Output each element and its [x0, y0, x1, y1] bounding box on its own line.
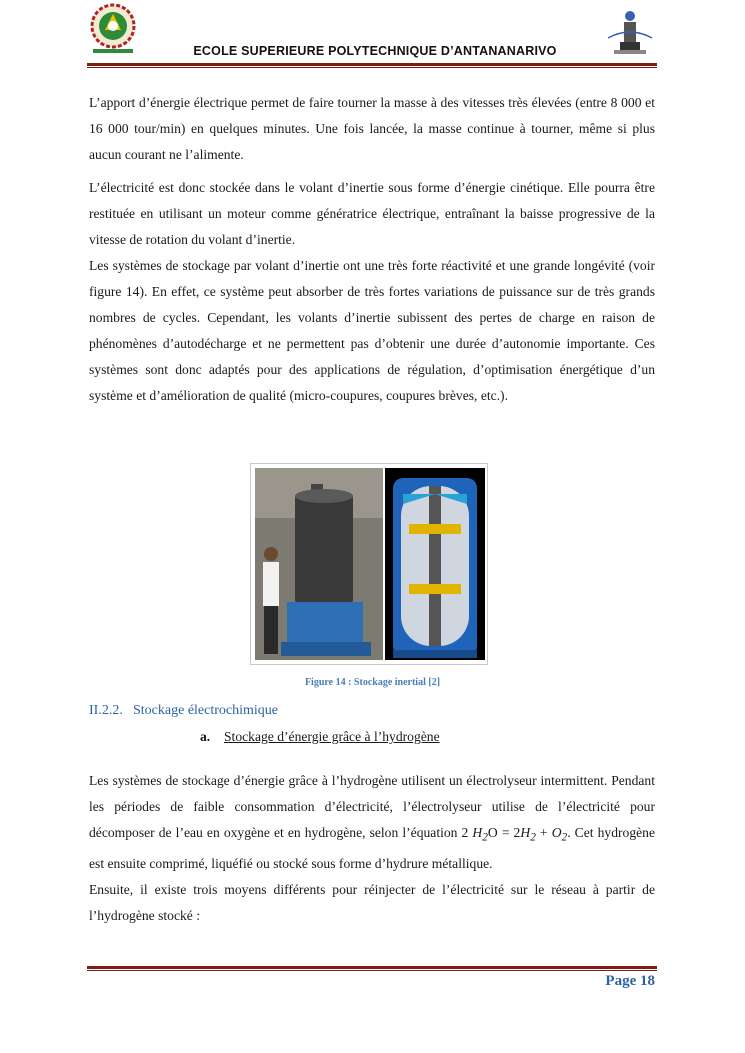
footer-rule-thin — [87, 970, 657, 971]
institution-title: ECOLE SUPERIEURE POLYTECHNIQUE D’ANTANANARIVO — [193, 44, 557, 58]
school-gear-logo-icon — [87, 2, 139, 56]
section-heading — [89, 703, 278, 719]
paragraph: Les systèmes de stockage par volant d’inertie ont une très forte réactivité et une grande longévité (voir figure 14). En effet, ce système peut absorber de très fortes variations de puissance sur de très grands nombres de cycles. Cependant, les volants d’inertie subissent des pertes de charge en raison de phénomènes d’autodécharge et ne permettent pas d’obtenir une durée d’autonomie importante. Ces systèmes sont donc adaptés pour des applications de régulation, d’optimisation énergétique d’un système et d’amélioration de qualité (micro-coupures, coupures brèves, etc.). — [89, 258, 655, 403]
subsection-letter: a. — [200, 729, 211, 744]
header-rule-thin — [87, 67, 657, 68]
paragraph: Ensuite, il existe trois moyens différents pour réinjecter de l’électricité sur le réseau à partir de l’hydrogène stocké : — [89, 881, 655, 923]
subsection-heading — [200, 729, 440, 745]
subsection-title: Stockage d’énergie grâce à l’hydrogène — [224, 729, 440, 744]
header-rule-thick — [87, 63, 657, 66]
section-title: Stockage électrochimique — [133, 703, 278, 718]
industrial-engineering-logo-icon — [606, 8, 654, 58]
paragraph: L’apport d’énergie électrique permet de faire tourner la masse à des vitesses très élevées (entre 8 000 et 16 000 tour/min) en quelques minutes. Une fois lancée, la masse continue à tourner, même si plus aucun courant ne l’alimente. — [89, 95, 655, 162]
water-formula: $H_2$ — [472, 825, 488, 844]
paragraph: Les systèmes de stockage d’énergie grâce à l’hydrogène utilisent un électrolyseur intermittent. Pendant les périodes de faible consommation d’électricité, l’électrolyseur utilise de l’électricité pour décomposer de l’eau en oxygène et en hydrogène, selon l’équation 2 $H_2O = 2H_2 + O_2$. Cet hydrogène est ensuite comprimé, liquéfié ou stocké sous forme d’hydrure métallique. — [89, 773, 655, 871]
paragraph: L’électricité est donc stockée dans le volant d’inertie sous forme d’énergie cinétique. Elle pourra être restituée en utilisant un moteur comme génératrice électrique, entraînant la baisse progressive de la vitesse de rotation du volant d’inertie. — [89, 180, 655, 247]
page-number: Page 18 — [605, 973, 655, 989]
figure-caption: Figure 14 : Stockage inertial [2] — [304, 677, 441, 688]
footer-rule-thick — [87, 966, 657, 969]
flywheel-figure-image — [251, 464, 487, 664]
body-text-hydrogen — [89, 768, 655, 929]
figure-14-frame — [250, 463, 488, 665]
section-number: II.2.2. — [89, 703, 123, 718]
paragraph-part: . Cet hydrogène est ensuite comprimé, liquéfié ou stocké sous forme d’hydrure métallique. — [89, 825, 655, 871]
paragraph-part: Les systèmes de stockage d’énergie grâce à l’hydrogène utilisent un électrolyseur intermittent. Pendant les périodes de faible consommation d’électricité, l’électrolyseur utilise de l’électricité pour décomposer de l’eau en oxygène et en hydrogène, selon l’équation 2 — [89, 773, 655, 840]
body-text-top — [89, 90, 655, 409]
